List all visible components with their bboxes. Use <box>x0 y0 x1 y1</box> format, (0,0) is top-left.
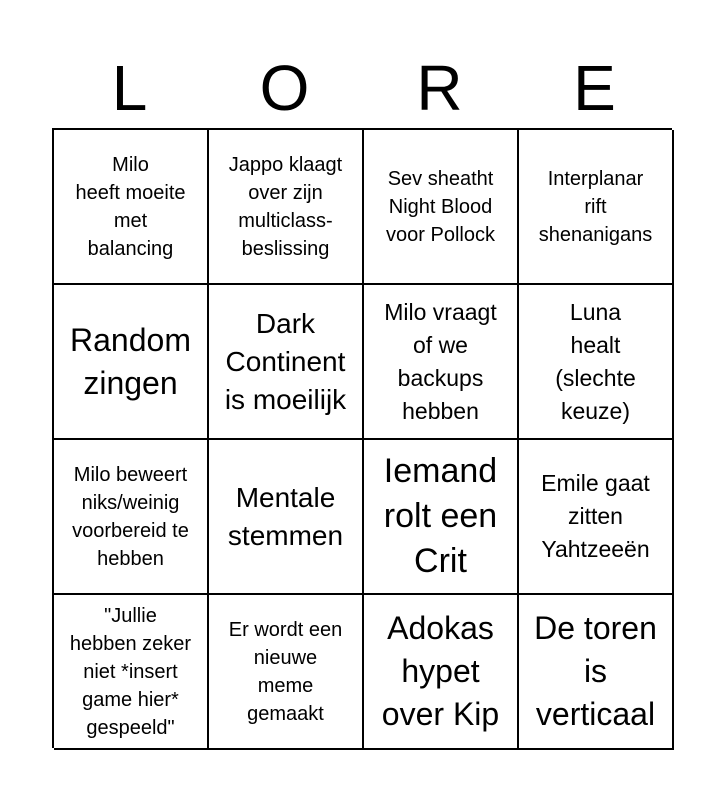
bingo-cell[interactable] <box>519 130 674 285</box>
bingo-cell[interactable] <box>364 285 519 440</box>
cell-text: Milo vraagt of we backups hebben <box>384 298 497 424</box>
bingo-cell[interactable] <box>364 440 519 595</box>
cell-text: Jappo klaagt over zijn multiclass- beslissing <box>228 153 343 260</box>
bingo-cell[interactable] <box>209 440 364 595</box>
cell-text: Random zingen <box>70 321 191 401</box>
bingo-cell[interactable] <box>519 595 674 750</box>
cell-text: Emile gaat zitten Yahtzeeën <box>541 470 650 562</box>
cell-text: "Jullie hebben zeker niet *insert game hier* gespeeld" <box>69 604 192 739</box>
cell-text: Iemand rolt een Crit <box>383 452 498 580</box>
bingo-grid <box>52 128 672 748</box>
bingo-cell[interactable] <box>209 595 364 750</box>
bingo-cell[interactable] <box>209 130 364 285</box>
cell-text: Adokas hypet over Kip <box>381 610 500 732</box>
cell-text: Er wordt een nieuwe meme gemaakt <box>228 618 343 725</box>
cell-text: Mentale stemmen <box>227 481 344 551</box>
cell-text: Luna healt (slechte keuze) <box>555 298 636 424</box>
bingo-cell[interactable] <box>364 130 519 285</box>
cell-text: Milo heeft moeite met balancing <box>75 153 186 260</box>
bingo-cell[interactable] <box>519 285 674 440</box>
cell-text: Interplanar rift shenanigans <box>538 167 653 246</box>
cell-text: Dark Continent is moeilijk <box>224 307 347 415</box>
bingo-cell[interactable] <box>54 285 209 440</box>
header-letter: L <box>111 52 148 124</box>
bingo-cell[interactable] <box>54 440 209 595</box>
bingo-cell[interactable] <box>364 595 519 750</box>
bingo-cell[interactable] <box>54 595 209 750</box>
bingo-header <box>52 48 672 128</box>
header-letter: R <box>416 52 463 124</box>
bingo-cell[interactable] <box>209 285 364 440</box>
header-letter: E <box>573 52 616 124</box>
cell-text: Sev sheatht Night Blood voor Pollock <box>386 167 495 246</box>
bingo-cell[interactable] <box>519 440 674 595</box>
cell-text: Milo beweert niks/weinig voorbereid te hebben <box>72 463 189 570</box>
header-letter: O <box>259 52 310 124</box>
bingo-cell[interactable] <box>54 130 209 285</box>
cell-text: De toren is verticaal <box>534 610 657 732</box>
